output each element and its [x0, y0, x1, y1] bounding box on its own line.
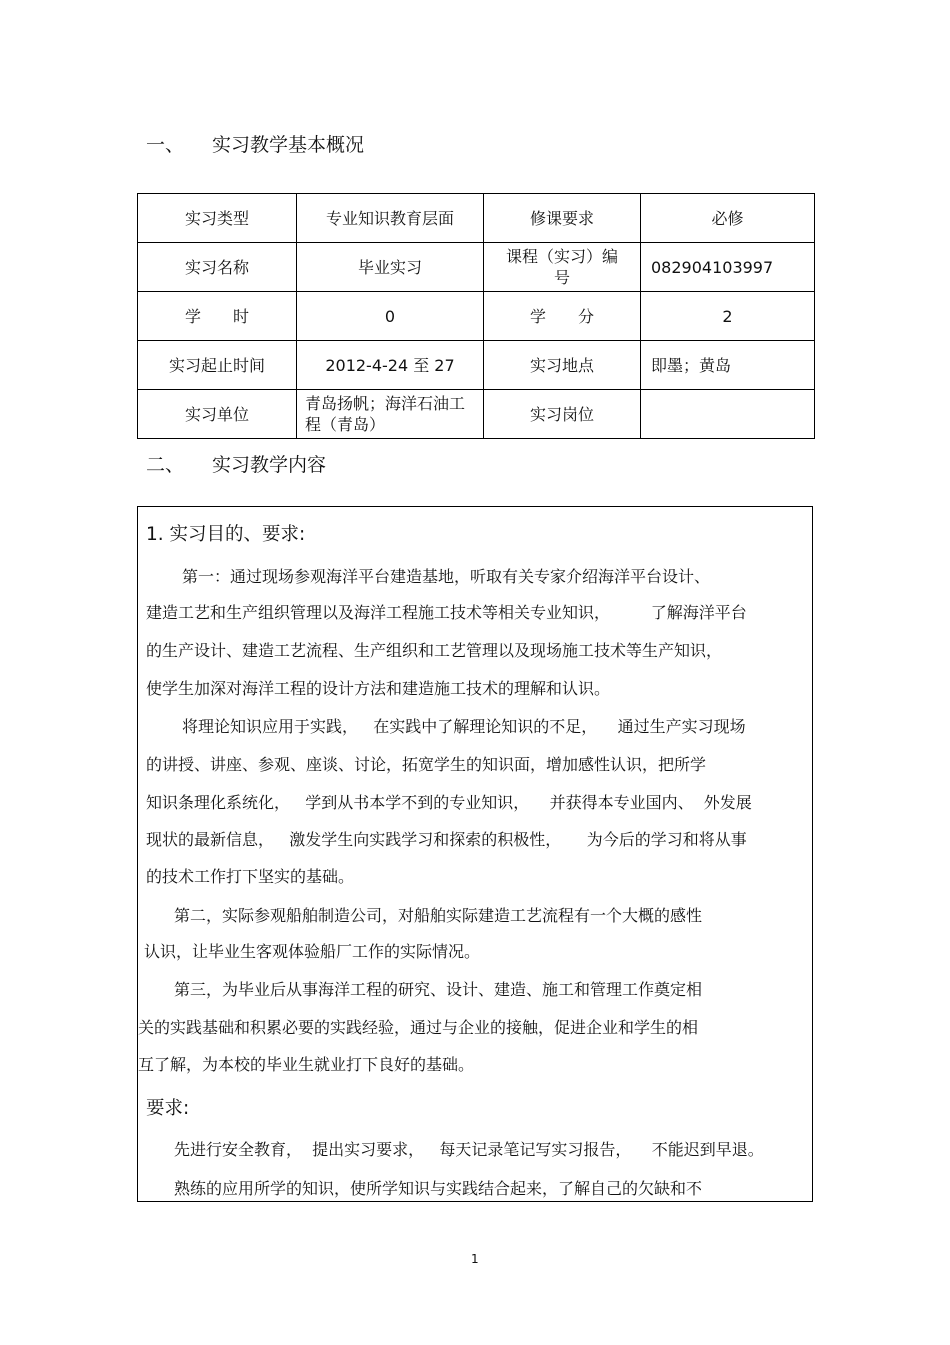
- content-subheading: 1. 实习目的、要求:: [146, 524, 306, 545]
- paragraph-line: 关的实践基础和积累必要的实践经验，通过与企业的接触，促进企业和学生的相: [138, 1018, 699, 1037]
- table-cell: 0: [297, 292, 484, 341]
- table-cell: 课程（实习）编号: [484, 243, 641, 292]
- section-number: 二、: [146, 454, 185, 476]
- paragraph-line: 第一：通过现场参观海洋平台建造基地，听取有关专家介绍海洋平台设计、: [182, 567, 711, 586]
- table-cell: 学 时: [138, 292, 297, 341]
- requirement-line: 先进行安全教育， 提出实习要求， 每天记录笔记写实习报告， 不能迟到早退。: [174, 1140, 764, 1159]
- paragraph-line: 知识条理化系统化， 学到从书本学不到的专业知识， 并获得本专业国内、 外发展: [146, 793, 752, 812]
- table-cell: 实习单位: [138, 390, 297, 439]
- table-row: [138, 292, 815, 341]
- section-number: 一、: [146, 134, 185, 156]
- info-table: [137, 193, 815, 439]
- requirement-line: 熟练的应用所学的知识，使所学知识与实践结合起来，了解自己的欠缺和不: [174, 1179, 703, 1198]
- table-row: [138, 341, 815, 390]
- paragraph-line: 使学生加深对海洋工程的设计方法和建造施工技术的理解和认识。: [146, 679, 611, 698]
- paragraph-line: 认识，让毕业生客观体验船厂工作的实际情况。: [144, 942, 481, 961]
- table-cell: [641, 390, 815, 439]
- table-cell: 必修: [641, 194, 815, 243]
- table-cell: 学 分: [484, 292, 641, 341]
- table-row: [138, 243, 815, 292]
- table-cell: 082904103997: [641, 243, 815, 292]
- table-row: [138, 194, 815, 243]
- paragraph-line: 互了解，为本校的毕业生就业打下良好的基础。: [138, 1055, 475, 1074]
- table-cell: 修课要求: [484, 194, 641, 243]
- paragraph-line: 建造工艺和生产组织管理以及海洋工程施工技术等相关专业知识， 了解海洋平台: [146, 603, 747, 622]
- table-cell: 实习类型: [138, 194, 297, 243]
- table-cell: 实习岗位: [484, 390, 641, 439]
- table-cell: 专业知识教育层面: [297, 194, 484, 243]
- table-row: [138, 390, 815, 439]
- section-title: 实习教学基本概况: [212, 134, 365, 156]
- requirements-heading: 要求:: [146, 1098, 190, 1119]
- section-title: 实习教学内容: [212, 454, 327, 476]
- table-cell: 实习名称: [138, 243, 297, 292]
- table-cell: 毕业实习: [297, 243, 484, 292]
- table-cell: 2: [641, 292, 815, 341]
- content-box: [137, 506, 813, 1202]
- table-cell: 2012-4-24 至 27: [297, 341, 484, 390]
- paragraph-line: 的生产设计、建造工艺流程、生产组织和工艺管理以及现场施工技术等生产知识，: [146, 641, 723, 660]
- paragraph-line: 现状的最新信息， 激发学生向实践学习和探索的积极性， 为今后的学习和将从事: [146, 830, 747, 849]
- paragraph-line: 第三，为毕业后从事海洋工程的研究、设计、建造、施工和管理工作奠定相: [174, 980, 703, 999]
- paragraph-line: 将理论知识应用于实践， 在实践中了解理论知识的不足， 通过生产实习现场: [182, 717, 746, 736]
- paragraph-line: 的技术工作打下坚实的基础。: [146, 867, 355, 886]
- table-cell: 实习地点: [484, 341, 641, 390]
- table-cell: 实习起止时间: [138, 341, 297, 390]
- paragraph-line: 的讲授、讲座、参观、座谈、讨论，拓宽学生的知识面，增加感性认识，把所学: [146, 755, 707, 774]
- page-number: 1: [471, 1252, 479, 1266]
- paragraph-line: 第二，实际参观船舶制造公司，对船舶实际建造工艺流程有一个大概的感性: [174, 906, 703, 925]
- table-cell: 青岛扬帆；海洋石油工程（青岛）: [297, 390, 484, 439]
- table-cell: 即墨；黄岛: [641, 341, 815, 390]
